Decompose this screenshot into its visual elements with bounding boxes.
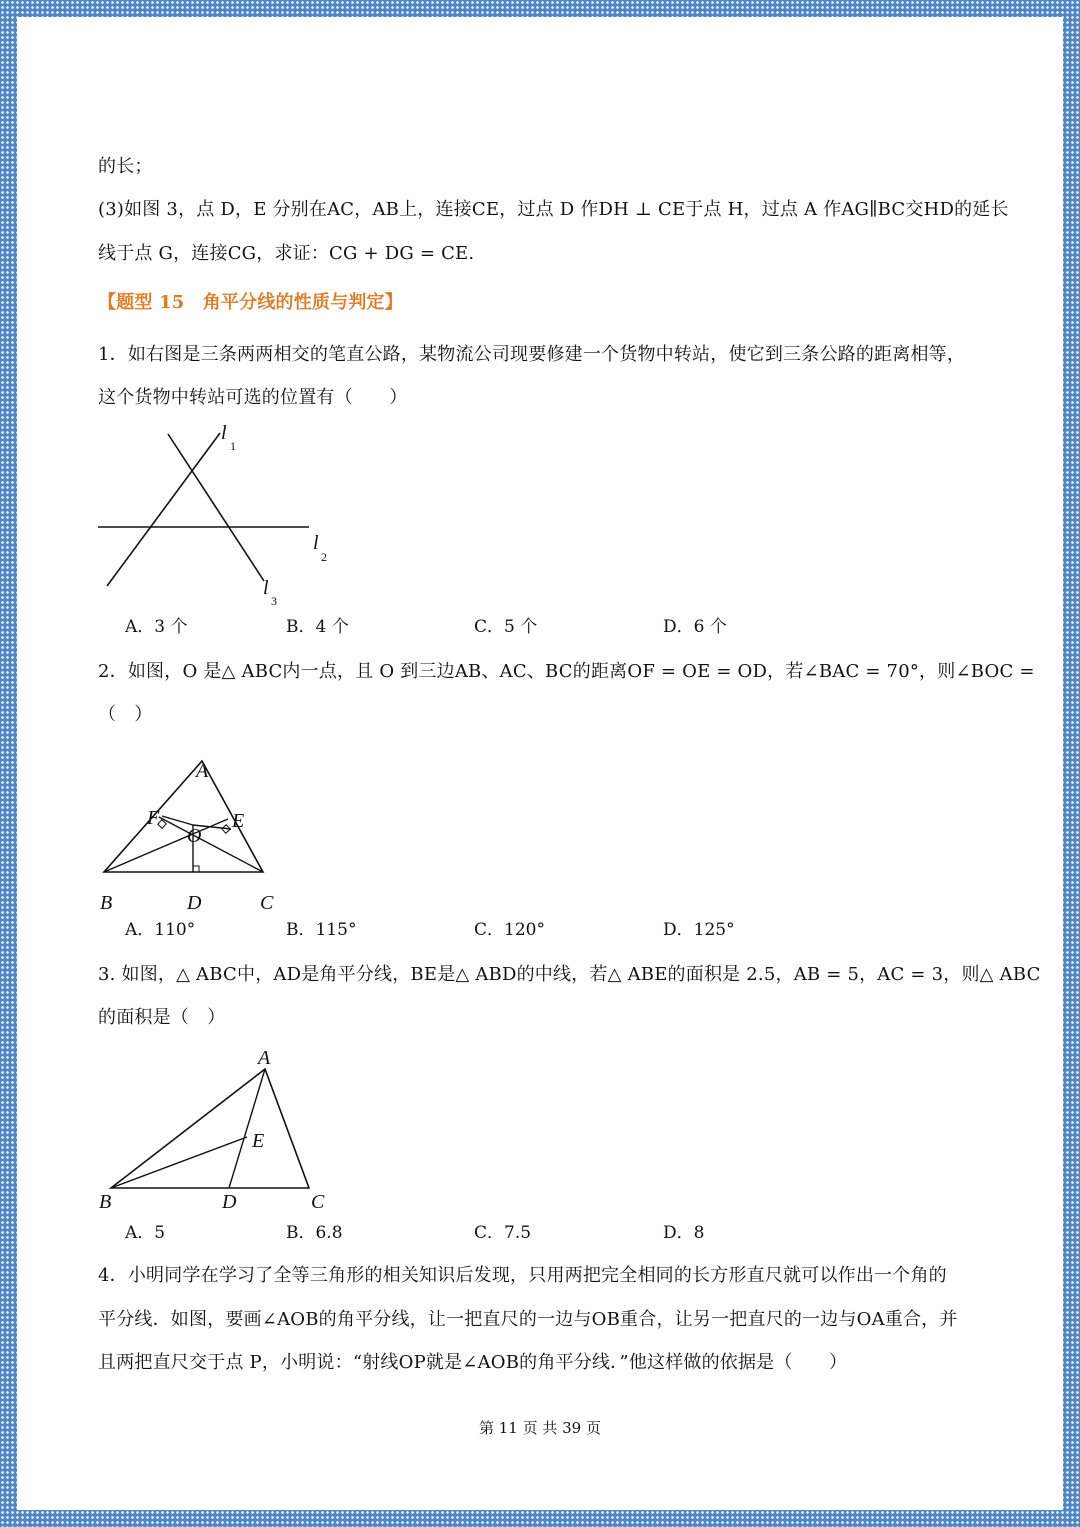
text-line: (3)如图 3，点 D，E 分别在AC，AB上，连接CE，过点 D 作DH ⊥ CE于点 H，过点 A 作AG∥BC交HD的延长 <box>98 199 1009 220</box>
label-a: A <box>258 1047 271 1069</box>
label-l2-sub: 2 <box>321 550 327 564</box>
option-d[interactable]: D．6 个 <box>663 617 727 637</box>
question-4-text: 平分线．如图，要画∠AOB的角平分线，让一把直尺的一边与OB重合，让另一把直尺的一边与OA重合，并 <box>98 1309 958 1330</box>
question-3-text: 3. 如图，△ ABC中，AD是角平分线，BE是△ ABD的中线，若△ ABE的面积是 2.5，AB = 5，AC = 3，则△ ABC <box>98 964 1041 985</box>
option-b[interactable]: B．6.8 <box>286 1223 343 1243</box>
label-c: C <box>311 1191 325 1213</box>
question-4-text: 4．小明同学在学习了全等三角形的相关知识后发现，只用两把完全相同的长方形直尺就可以作出一个角的 <box>98 1265 947 1286</box>
right-angle-d <box>193 866 199 872</box>
label-l2: l <box>313 532 319 554</box>
page-footer: 第 11 页 共 39 页 <box>478 1419 601 1437</box>
option-b[interactable]: B．115° <box>286 920 357 940</box>
question-3-text: 的面积是（ ） <box>98 1007 226 1028</box>
question-2-text: 2．如图，O 是△ ABC内一点，且 O 到三边AB、AC、BC的距离OF = OE = OD，若∠BAC = 70°，则∠BOC = <box>98 661 1035 682</box>
option-d[interactable]: D．8 <box>663 1223 705 1243</box>
text-line: 线于点 G，连接CG，求证：CG + DG = CE. <box>98 243 475 264</box>
road-l1 <box>107 433 220 586</box>
figure-three-roads <box>87 412 367 612</box>
option-a[interactable]: A．110° <box>125 920 196 940</box>
label-b: B <box>100 892 113 914</box>
option-c[interactable]: C．7.5 <box>474 1223 532 1243</box>
label-f: F <box>147 807 160 829</box>
label-l1: l <box>221 422 227 444</box>
label-d: D <box>187 892 202 914</box>
label-l3-sub: 3 <box>271 594 277 608</box>
label-c: C <box>260 892 274 914</box>
option-a[interactable]: A．3 个 <box>125 617 188 637</box>
road-l3 <box>168 434 264 581</box>
question-1-text: 这个货物中转站可选的位置有（ ） <box>98 387 408 408</box>
document-page <box>17 17 1063 1510</box>
label-l1-sub: 1 <box>230 439 236 453</box>
question-4-text: 且两把直尺交于点 P，小明说：“射线OP就是∠AOB的角平分线．”他这样做的依据是（ ） <box>98 1352 848 1373</box>
label-e: E <box>232 810 245 832</box>
label-e: E <box>252 1130 265 1152</box>
option-c[interactable]: C．120° <box>474 920 545 940</box>
section-heading: 【题型 15 角平分线的性质与判定】 <box>98 292 403 313</box>
label-b: B <box>99 1191 112 1213</box>
question-1-text: 1．如右图是三条两两相交的笔直公路，某物流公司现要修建一个货物中转站，使它到三条公路的距离相等， <box>98 344 966 365</box>
text-line: 的长； <box>98 156 153 177</box>
option-c[interactable]: C．5 个 <box>474 617 538 637</box>
option-b[interactable]: B．4 个 <box>286 617 349 637</box>
option-d[interactable]: D．125° <box>663 920 735 940</box>
label-a: A <box>196 760 209 782</box>
figure-triangle-bisector <box>92 1047 352 1213</box>
segment-ad <box>229 1069 265 1188</box>
label-l3: l <box>263 577 269 599</box>
option-a[interactable]: A．5 <box>125 1223 166 1243</box>
segment-be <box>111 1137 247 1188</box>
figure-triangle-incenter <box>92 739 292 914</box>
question-2-text: （ ） <box>98 704 153 725</box>
label-d: D <box>222 1191 237 1213</box>
triangle-abc <box>111 1069 309 1188</box>
label-o: O <box>187 825 202 847</box>
